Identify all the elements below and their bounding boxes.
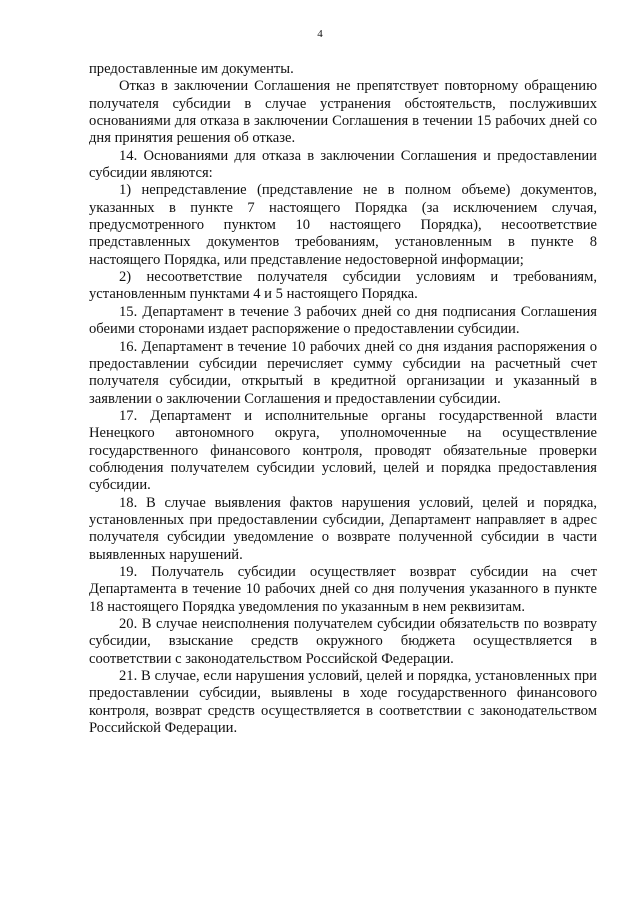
paragraph-14-item-1: 1) непредставление (представление не в полном объеме) документов, указанных в пункте 7 настоящего Порядка (за исключением случая, предусмотренного пунктом 10 настоящего Порядка), несоответствие представленных документов требованиям, установленным в пункте 8 настоящего Порядка, или представление недостоверной информации; <box>89 182 597 268</box>
paragraph-17: 17. Департамент и исполнительные органы государственной власти Ненецкого автономного округа, уполномоченные на осуществление государственного финансового контроля, проводят обязательные проверки соблюдения получателем субсидии условий, целей и порядка предоставления субсидии. <box>89 407 597 494</box>
paragraph-14: 14. Основаниями для отказа в заключении Соглашения и предоставлении субсидии являются: <box>89 147 597 182</box>
paragraph-18: 18. В случае выявления фактов нарушения условий, целей и порядка, установленных при предоставлении субсидии, Департамент направляет в адрес получателя субсидии уведомление о возврате полученной субсидии в части выявленных нарушений. <box>89 494 597 563</box>
paragraph-refusal-note: Отказ в заключении Соглашения не препятствует повторному обращению получателя субсидии в случае устранения обстоятельств, послуживших основаниями для отказа в заключении Соглашения в течении 15 рабочих дней со дня принятия решения об отказе. <box>89 78 597 147</box>
paragraph-continuation: предоставленные им документы. <box>89 61 294 77</box>
paragraph-19: 19. Получатель субсидии осуществляет возврат субсидии на счет Департамента в течение 10 рабочих дней со дня получения указанного в пункте 18 настоящего Порядка уведомления по указанным в нем реквизитам. <box>89 563 597 615</box>
document-body <box>89 61 597 737</box>
paragraph-15: 15. Департамент в течение 3 рабочих дней со дня подписания Соглашения обеими сторонами издает распоряжение о предоставлении субсидии. <box>89 303 597 338</box>
paragraph-20: 20. В случае неисполнения получателем субсидии обязательств по возврату субсидии, взыскание средств окружного бюджета осуществляется в соответствии с законодательством Российской Федерации. <box>89 616 597 667</box>
paragraph-16: 16. Департамент в течение 10 рабочих дней со дня издания распоряжения о предоставлении субсидии перечисляет сумму субсидии на расчетный счет получателя субсидии, открытый в кредитной организации и указанный в заявлении о заключении Соглашения и предоставлении субсидии. <box>89 338 597 407</box>
paragraph-21: 21. В случае, если нарушения условий, целей и порядка, установленных при предоставлении субсидии, выявлены в ходе государственного финансового контроля, возврат средств осуществляется в соответствии с законодательством Российской Федерации. <box>89 668 597 737</box>
paragraph-14-item-2: 2) несоответствие получателя субсидии условиям и требованиям, установленным пунктами 4 и 5 настоящего Порядка. <box>89 269 597 303</box>
page-number: 4 <box>317 28 323 40</box>
